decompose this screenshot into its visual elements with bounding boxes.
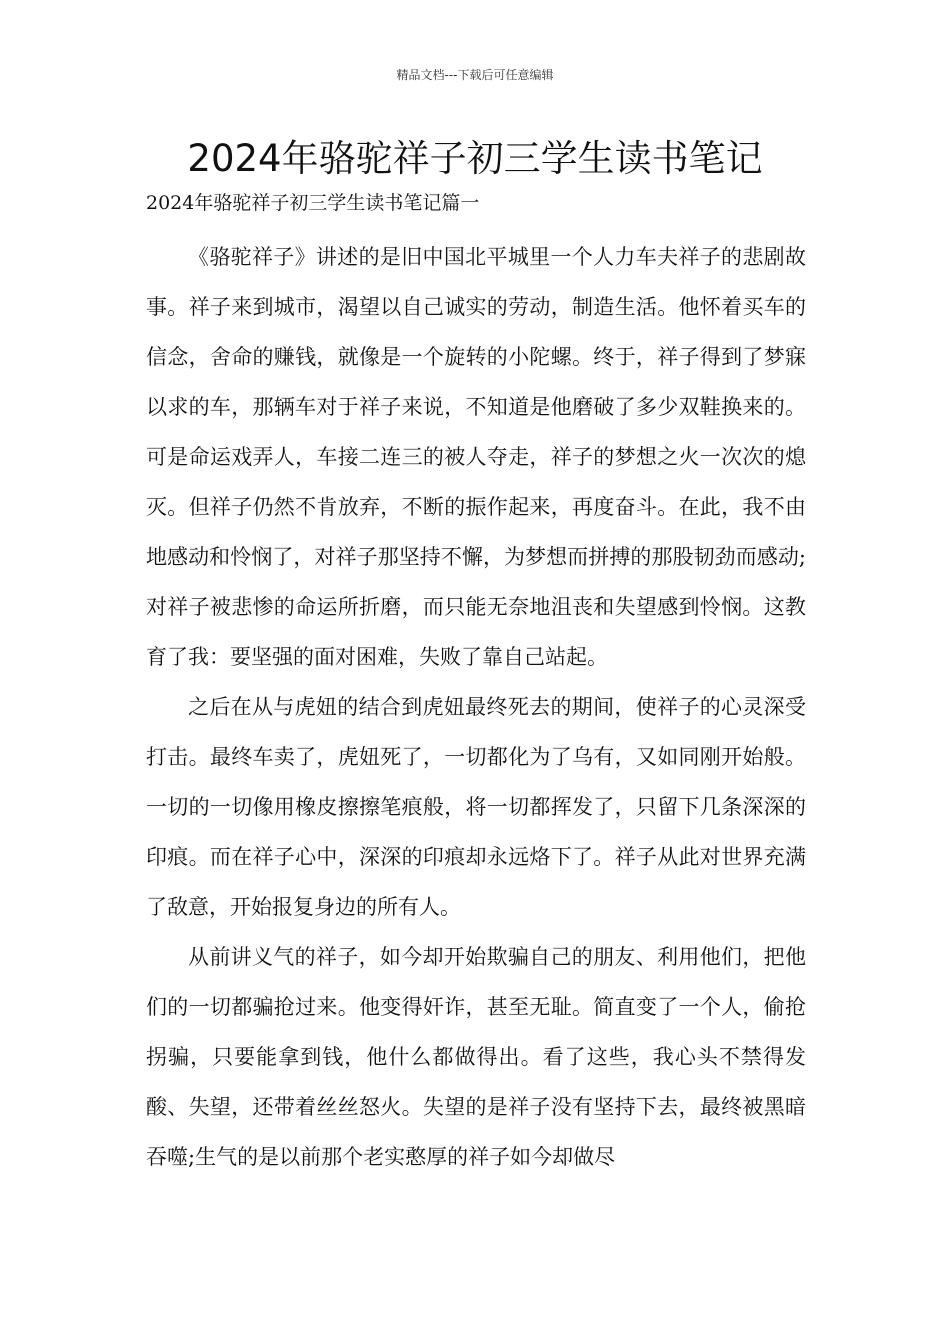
paragraph-1: 《骆驼祥子》讲述的是旧中国北平城里一个人力车夫祥子的悲剧故事。祥子来到城市，渴望以自己诚实的劳动，制造生活。他怀着买车的信念，舍命的赚钱，就像是一个旋转的小陀螺。终于，祥子得到了梦寐以求的车，那辆车对于祥子来说，不知道是他磨破了多少双鞋换来的。可是命运戏弄人，车接二连三的被人夺走，祥子的梦想之火一次次的熄灭。但祥子仍然不肯放弃，不断的振作起来，再度奋斗。在此，我不由地感动和怜悯了，对祥子那坚持不懈，为梦想而拼搏的那股韧劲而感动;对祥子被悲惨的命运所折磨，而只能无奈地沮丧和失望感到怜悯。这教育了我：要坚强的面对困难，失败了靠自己站起。 xyxy=(146,245,806,669)
section-subtitle: 2024年骆驼祥子初三学生读书笔记篇一 xyxy=(146,192,480,214)
body-text xyxy=(146,232,806,1182)
paragraph-2: 之后在从与虎妞的结合到虎妞最终死去的期间，使祥子的心灵深受打击。最终车卖了，虎妞死了，一切都化为了乌有，又如同刚开始般。一切的一切像用橡皮擦擦笔痕般，将一切都挥发了，只留下几条深深的印痕。而在祥子心中，深深的印痕却永远烙下了。祥子从此对世界充满了敌意，开始报复身边的所有人。 xyxy=(146,695,806,919)
paragraph-3: 从前讲义气的祥子，如今却开始欺骗自己的朋友、利用他们，把他们的一切都骗抢过来。他变得奸诈，甚至无耻。简直变了一个人，偷抢拐骗，只要能拿到钱，他什么都做得出。看了这些，我心头不禁得发酸、失望，还带着丝丝怒火。失望的是祥子没有坚持下去，最终被黑暗吞噬;生气的是以前那个老实憨厚的祥子如今却做尽 xyxy=(146,945,806,1169)
header-note: 精品文档---下载后可任意编辑 xyxy=(396,68,554,82)
document-title: 2024年骆驼祥子初三学生读书笔记 xyxy=(187,137,763,180)
